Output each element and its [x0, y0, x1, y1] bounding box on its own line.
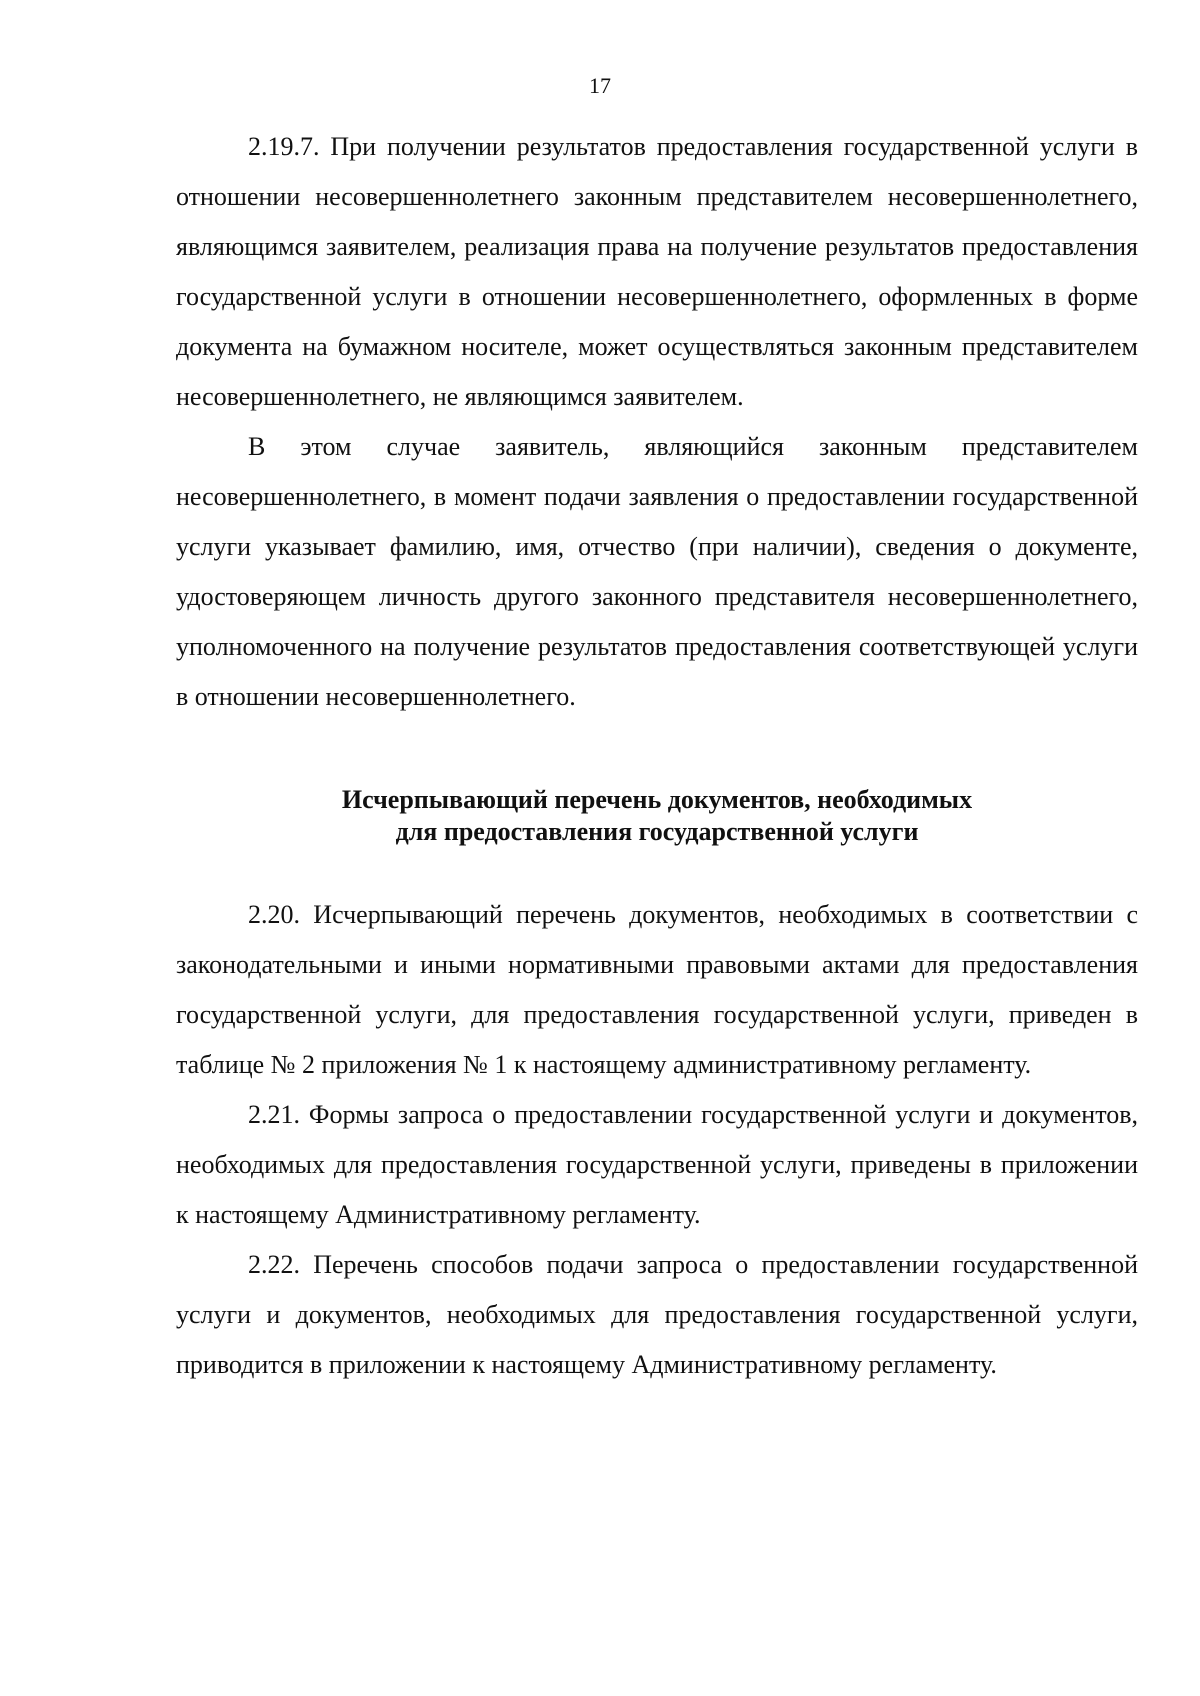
section-heading-line-2: для предоставления государственной услуги — [395, 817, 919, 846]
paragraph-2-21: 2.21. Формы запроса о предоставлении государственной услуги и документов, необходимых для предоставления государственной услуги, приведены в приложении к настоящему Административному регламенту. — [176, 1100, 1138, 1229]
document-body — [176, 122, 1138, 1390]
paragraph-2-20: 2.20. Исчерпывающий перечень документов, необходимых в соответствии с законодательными и иными нормативными правовыми актами для предоставления государственной услуги, для предоставления государственной услуги, приведен в таблице № 2 приложения № 1 к настоящему административному регламенту. — [176, 900, 1138, 1079]
page-number: 17 — [589, 73, 611, 98]
paragraph-legal-representative: В этом случае заявитель, являющийся законным представителем несовершеннолетнего, в момент подачи заявления о предоставлении государственной услуги указывает фамилию, имя, отчество (при наличии), сведения о документе, удостоверяющем личность другого законного представителя несовершеннолетнего, уполномоченного на получение результатов предоставления соответствующей услуги в отношении несовершеннолетнего. — [176, 432, 1138, 711]
paragraph-2-22: 2.22. Перечень способов подачи запроса о предоставлении государственной услуги и документов, необходимых для предоставления государственной услуги, приводится в приложении к настоящему Административному регламенту. — [176, 1250, 1138, 1379]
section-heading — [176, 784, 1138, 848]
paragraph-2-19-7: 2.19.7. При получении результатов предоставления государственной услуги в отношении несовершеннолетнего законным представителем несовершеннолетнего, являющимся заявителем, реализация права на получение результатов предоставления государственной услуги в отношении несовершеннолетнего, оформленных в форме документа на бумажном носителе, может осуществляться законным представителем несовершеннолетнего, не являющимся заявителем. — [176, 132, 1138, 411]
section-heading-line-1: Исчерпывающий перечень документов, необходимых — [341, 785, 973, 814]
